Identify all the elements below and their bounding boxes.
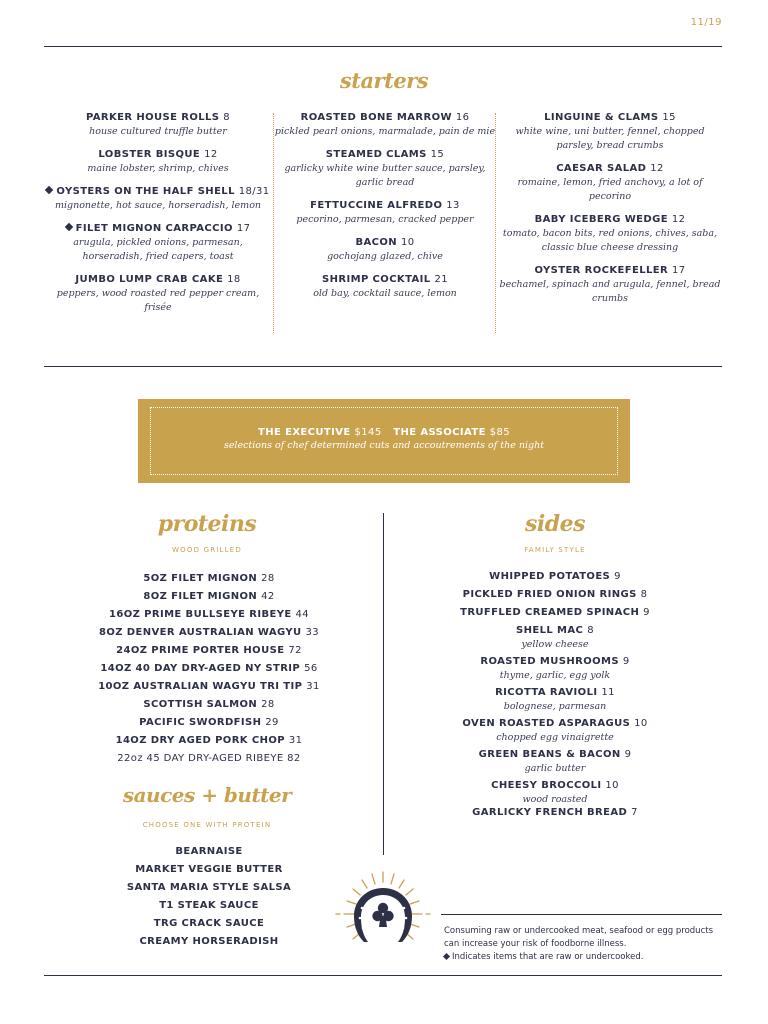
item-name-line [274,148,496,162]
raw-item-diamond-icon [64,223,72,231]
item-name-line [498,111,722,125]
side-description: chopped egg vinaigrette [496,732,614,743]
menu-item [274,111,496,139]
protein-name: 14OZ DRY AGED PORK CHOP [115,735,285,746]
side-name: ROASTED MUSHROOMS [480,656,619,667]
protein-price: 44 [295,609,309,620]
item-price: 10 [400,237,415,248]
protein-name: 8OZ FILET MIGNON [143,591,258,602]
side-price: 7 [631,807,638,818]
item-name-line [498,213,722,227]
side-name: WHIPPED POTATOES [489,571,611,582]
sides-title: sides [524,511,585,537]
side-price: 8 [640,589,648,600]
sauces-subtitle: CHOOSE ONE WITH PROTEIN [142,821,272,829]
protein-price: 28 [261,699,275,710]
protein-item [94,588,324,606]
item-name: OYSTERS ON THE HALF SHELL [56,186,235,197]
protein-name: PACIFIC SWORDFISH [139,717,262,728]
side-name: SHELL MAC [516,625,584,636]
item-name: ROASTED BONE MARROW [300,112,452,123]
side-item [440,624,670,651]
center-divider [383,513,384,855]
banner-offers [151,427,617,438]
side-description: yellow cheese [521,639,589,650]
menu-item [44,148,272,176]
starters-title: starters [339,68,429,93]
menu-item [274,148,496,190]
side-name-line [440,717,670,731]
side-item [440,606,670,620]
side-item [440,748,670,775]
item-price: 12 [671,214,686,225]
sauce-item: SANTA MARIA STYLE SALSA [126,882,292,893]
raw-item-diamond-icon [443,953,450,960]
starters-column-2 [274,111,496,310]
menu-item [44,222,272,264]
item-description: garlicky white wine butter sauce, parsley, garlic bread [284,163,486,188]
item-name-line [44,273,272,287]
item-price: 15 [430,149,445,160]
item-description: romaine, lemon, fried anchovy, a lot of pecorino [517,177,703,202]
item-description: maine lobster, shrimp, chives [87,163,229,174]
side-price: 9 [624,749,632,760]
sides-list [440,570,670,824]
sauce-item: CREAMY HORSERADISH [139,936,279,947]
side-description: wood roasted [522,794,588,805]
side-description: thyme, garlic, egg yolk [499,670,611,681]
item-price: 8 [223,112,231,123]
menu-item [44,273,272,315]
item-name: LOBSTER BISQUE [98,149,201,160]
banner-frame [150,407,618,475]
side-name: GARLICKY FRENCH BREAD [472,807,628,818]
protein-name: 10OZ AUSTRALIAN WAGYU TRI TIP [98,681,303,692]
menu-item [274,199,496,227]
top-rule [44,46,722,47]
side-name-line [440,748,670,762]
notice-legend-text: Indicates items that are raw or undercooked. [452,952,644,962]
item-name: PARKER HOUSE ROLLS [85,112,220,123]
item-description: gochojang glazed, chive [327,251,443,262]
protein-name: 5OZ FILET MIGNON [143,573,258,584]
notice-legend [444,951,724,964]
menu-item [274,236,496,264]
side-name: GREEN BEANS & BACON [478,749,621,760]
item-name-line [44,111,272,125]
sauces-title: sauces + butter [122,783,292,807]
protein-item [94,714,324,732]
item-name: CAESAR SALAD [556,163,647,174]
item-name: STEAMED CLAMS [325,149,427,160]
item-name-line [274,273,496,287]
item-price: 12 [650,163,664,174]
column-divider-dotted [495,113,496,333]
side-item [440,655,670,682]
item-price: 16 [455,112,470,123]
item-name-line [274,236,496,250]
side-price: 9 [643,607,650,618]
item-price: 12 [204,149,218,160]
side-item [440,588,670,602]
menu-item [498,162,722,204]
side-price: 9 [622,656,630,667]
food-safety-notice [444,925,724,964]
menu-item [498,213,722,255]
item-price: 15 [662,112,676,123]
side-price: 11 [601,687,615,698]
horseshoe-club-logo-icon [334,868,432,958]
side-name: RICOTTA RAVIOLI [495,687,598,698]
protein-price: 82 [287,753,301,764]
protein-price: 56 [304,663,318,674]
item-description: old bay, cocktail sauce, lemon [313,288,457,299]
protein-price: 42 [261,591,275,602]
side-price: 10 [634,718,648,729]
protein-item [94,570,324,588]
protein-item [94,750,324,768]
item-price: 18/31 [238,186,270,197]
associate-label: THE ASSOCIATE [393,427,486,438]
item-price: 13 [446,200,460,211]
tasting-banner [138,399,630,483]
sauce-item: TRG CRACK SAUCE [153,918,265,929]
protein-price: 33 [305,627,320,638]
side-description: bolognese, parmesan [503,701,607,712]
side-price: 10 [605,780,619,791]
executive-label: THE EXECUTIVE [257,427,351,438]
starters-column-3 [498,111,722,315]
bottom-rule [44,975,722,976]
item-name: BABY ICEBERG WEDGE [534,214,668,225]
sauces-list [94,843,324,951]
sauce-item: BEARNAISE [175,846,243,857]
item-name: FILET MIGNON CARPACCIO [75,223,233,234]
item-name: FETTUCCINE ALFREDO [310,200,443,211]
protein-price: 72 [288,645,302,656]
protein-name: 14OZ 40 DAY DRY-AGED NY STRIP [100,663,301,674]
side-name: PICKLED FRIED ONION RINGS [462,589,637,600]
item-price: 21 [434,274,448,285]
protein-item [94,606,324,624]
side-name: OVEN ROASTED ASPARAGUS [462,718,631,729]
item-description: arugula, pickled onions, parmesan, horseradish, fried capers, toast [73,237,243,262]
item-name: SHRIMP COCKTAIL [322,274,431,285]
side-item [440,806,670,820]
side-price: 8 [587,625,594,636]
side-item [440,717,670,744]
protein-item [94,624,324,642]
proteins-list [94,570,324,768]
protein-item [94,678,324,696]
item-price: 17 [236,223,251,234]
menu-item [274,273,496,301]
starters-column-1 [44,111,272,324]
proteins-subtitle: WOOD GRILLED [172,546,242,554]
item-name-line [44,185,272,199]
item-price: 18 [227,274,241,285]
item-description: bechamel, spinach and arugula, fennel, bread crumbs [499,279,721,304]
item-name: OYSTER ROCKEFELLER [534,265,669,276]
protein-price: 31 [306,681,320,692]
side-price: 9 [614,571,621,582]
protein-item [94,696,324,714]
executive-price: $145 [354,427,382,438]
item-name: LINGUINE & CLAMS [544,112,659,123]
item-name-line [274,199,496,213]
notice-rule [441,914,722,915]
protein-item [94,642,324,660]
side-item [440,686,670,713]
menu-item [498,264,722,306]
side-name-line [440,806,670,820]
protein-name: 22oz 45 DAY DRY-AGED RIBEYE [117,753,284,764]
side-name: CHEESY BROCCOLI [491,780,602,791]
banner-description: selections of chef determined cuts and accoutrements of the night [223,440,545,451]
sides-subtitle: FAMILY STYLE [524,546,586,554]
item-name: JUMBO LUMP CRAB CAKE [75,274,224,285]
menu-item [44,185,272,213]
side-name-line [440,624,670,638]
side-name-line [440,779,670,793]
item-description: mignonette, hot sauce, horseradish, lemon [54,200,262,211]
sauce-item: T1 STEAK SAUCE [159,900,259,911]
item-description: pecorino, parmesan, cracked pepper [296,214,474,225]
section-rule [44,366,722,367]
item-name: BACON [355,237,398,248]
page-number: 11/19 [690,17,722,28]
protein-name: 16OZ PRIME BULLSEYE RIBEYE [108,609,292,620]
side-name-line [440,570,670,584]
menu-item [498,111,722,153]
protein-item [94,732,324,750]
protein-price: 29 [265,717,279,728]
protein-name: 24OZ PRIME PORTER HOUSE [116,645,285,656]
item-name-line [44,148,272,162]
proteins-title: proteins [157,511,257,537]
item-description: white wine, uni butter, fennel, chopped parsley, bread crumbs [515,126,705,151]
protein-item [94,660,324,678]
item-description: peppers, wood roasted red pepper cream, frisée [56,288,260,313]
item-price: 17 [672,265,686,276]
protein-name: 8OZ DENVER AUSTRALIAN WAGYU [98,627,302,638]
item-description: house cultured truffle butter [89,126,227,137]
item-name-line [498,264,722,278]
item-description: tomato, bacon bits, red onions, chives, saba, classic blue cheese dressing [502,228,718,253]
side-name-line [440,655,670,669]
side-name-line [440,588,670,602]
side-item [440,570,670,584]
protein-price: 28 [261,573,275,584]
item-name-line [274,111,496,125]
side-description: garlic butter [524,763,586,774]
side-name-line [440,686,670,700]
side-item [440,779,670,806]
side-name: TRUFFLED CREAMED SPINACH [460,607,640,618]
protein-price: 31 [288,735,303,746]
item-description: pickled pearl onions, marmalade, pain de mie [274,126,496,137]
menu-item [44,111,272,139]
raw-item-diamond-icon [45,186,53,194]
protein-name: SCOTTISH SALMON [143,699,258,710]
item-name-line [44,222,272,236]
side-name-line [440,606,670,620]
notice-warning: Consuming raw or undercooked meat, seafood or egg products can increase your risk of foodborne illness. [444,926,713,949]
sauce-item: MARKET VEGGIE BUTTER [135,864,283,875]
associate-price: $85 [489,427,511,438]
item-name-line [498,162,722,176]
